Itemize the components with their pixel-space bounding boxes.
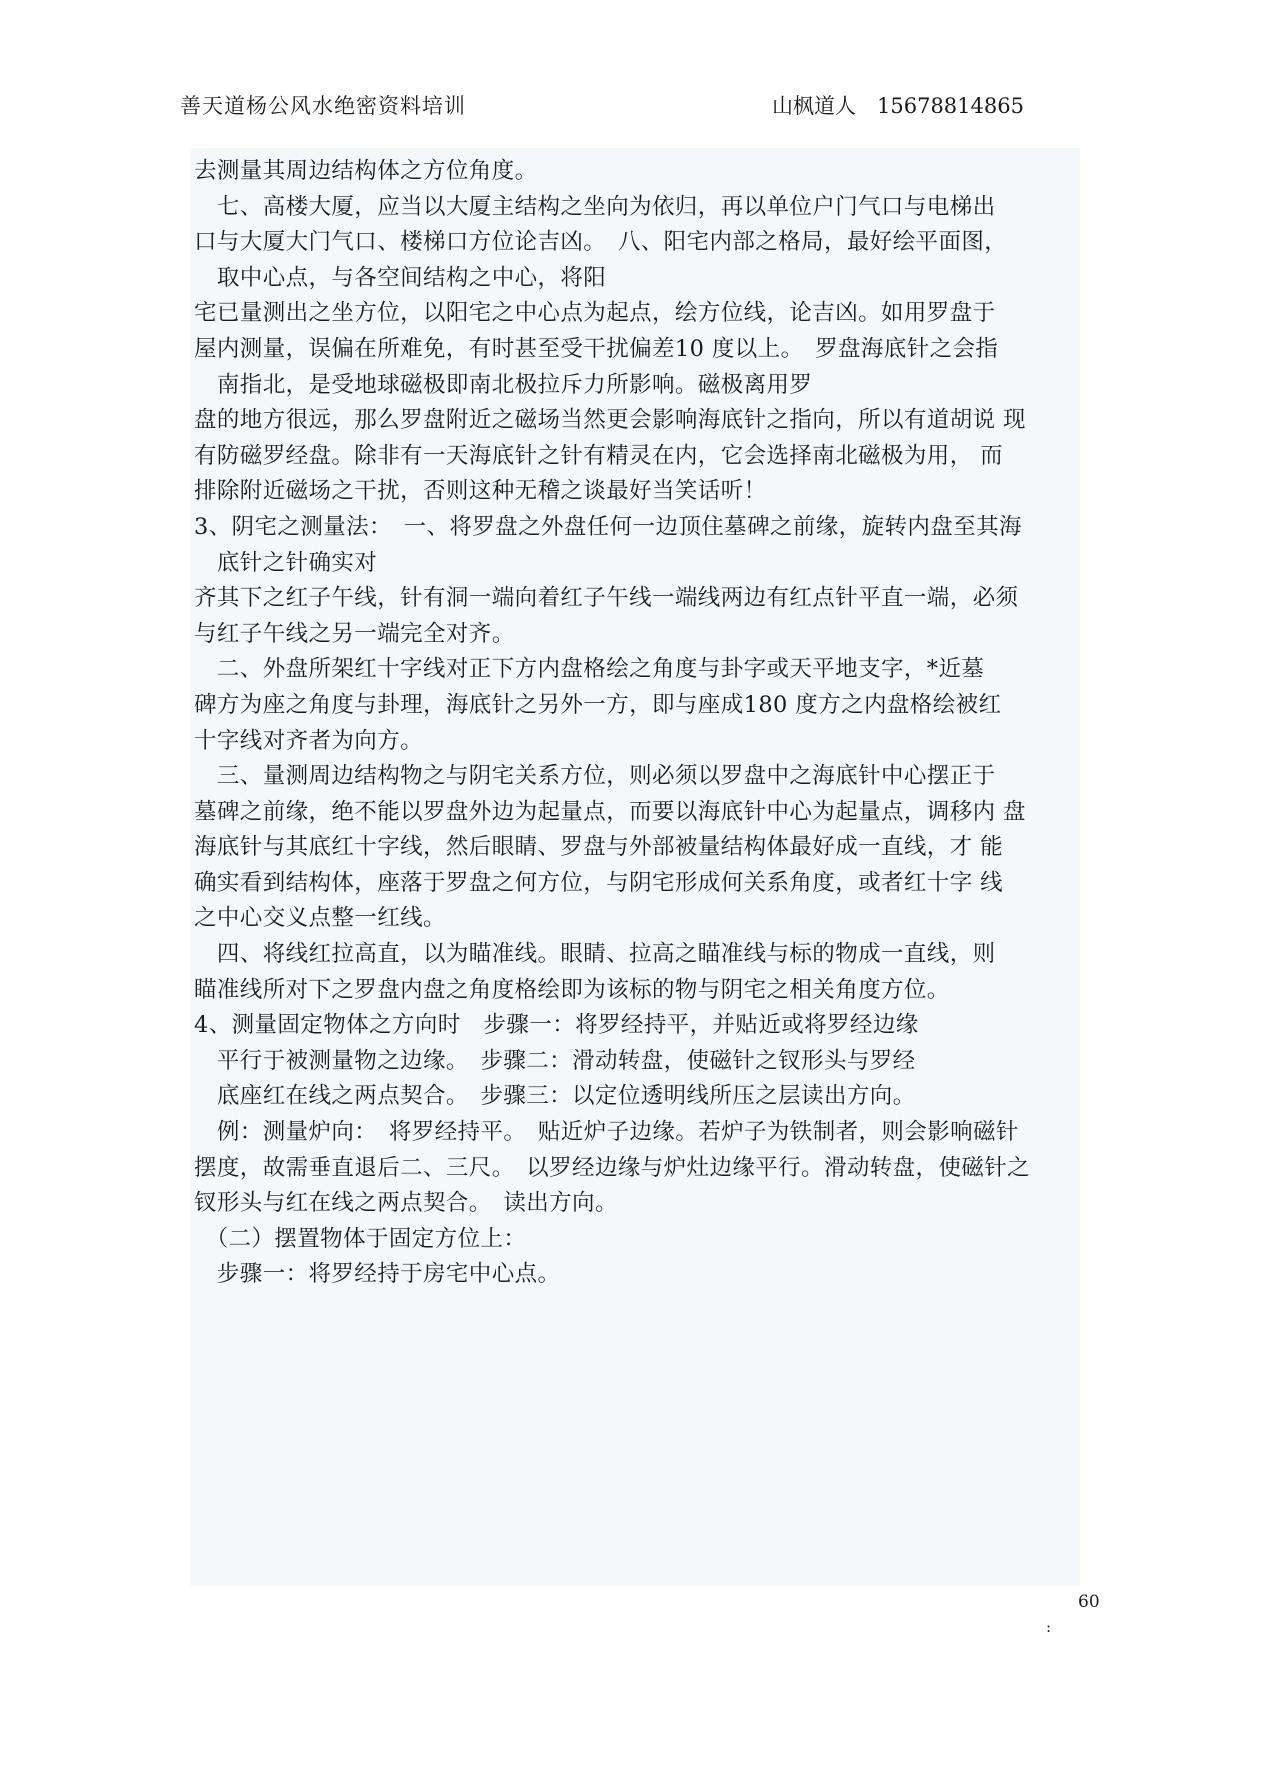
- footer-mark: :: [1046, 1618, 1052, 1636]
- text-line: 4、测量固定物体之方向时 步骤一：将罗经持平，并贴近或将罗经边缘: [194, 1012, 919, 1039]
- text-line: 3、阴宅之测量法： 一、将罗盘之外盘任何一边顶住墓碑之前缘，旋转内盘至其海: [194, 513, 1022, 540]
- text-line: 屋内测量，误偏在所难免，有时甚至受干扰偏差10 度以上。 罗盘海底针之会指: [194, 335, 999, 362]
- page-number: 60: [1078, 1592, 1100, 1612]
- document-body: [194, 154, 1104, 1293]
- text-line: 口与大厦大门气口、楼梯口方位论吉凶。 八、阳宅内部之格局，最好绘平面图，: [194, 229, 1008, 256]
- text-line: 南指北，是受地球磁极即南北极拉斥力所影响。磁极离用罗: [194, 371, 813, 398]
- text-line: 有防磁罗经盘。除非有一天海底针之针有精灵在内，它会选择南北磁极为用， 而: [194, 442, 1004, 469]
- text-line: 步骤一：将罗经持于房宅中心点。: [194, 1261, 561, 1288]
- text-line: （二）摆置物体于固定方位上：: [194, 1225, 527, 1252]
- text-line: 钗形头与红在线之两点契合。 读出方向。: [194, 1190, 618, 1217]
- text-line: 二、外盘所架红十字线对正下方内盘格绘之角度与卦字或天平地支字，*近墓: [194, 656, 985, 683]
- text-line: 盘的地方很远，那么罗盘附近之磁场当然更会影响海底针之指向，所以有道胡说 现: [194, 407, 1026, 434]
- header-author-contact: 山枫道人 15678814865: [772, 94, 1024, 118]
- header-title: 善天道杨公风水绝密资料培训: [180, 94, 466, 118]
- text-line: 齐其下之红子午线，针有洞一端向着红子午线一端线两边有红点针平直一端，必须: [194, 585, 1019, 612]
- text-line: 摆度，故需垂直退后二、三尺。 以罗经边缘与炉灶边缘平行。滑动转盘，使磁针之: [194, 1154, 1031, 1181]
- text-line: 之中心交义点整一红线。: [194, 905, 446, 932]
- text-line: 去测量其周边结构体之方位角度。: [194, 158, 538, 184]
- text-line: 例：测量炉向： 将罗经持平。 贴近炉子边缘。若炉子为铁制者，则会影响磁针: [194, 1119, 1019, 1146]
- text-line: 碑方为座之角度与卦理，海底针之另外一方，即与座成180 度方之内盘格绘被红: [194, 691, 1002, 718]
- text-line: 底针之针确实对: [194, 549, 378, 576]
- text-line: 底座红在线之两点契合。 步骤三：以定位透明线所压之层读出方向。: [194, 1083, 916, 1110]
- text-line: 瞄准线所对下之罗盘内盘之角度格绘即为该标的物与阴宅之相关角度方位。: [194, 976, 950, 1003]
- text-line: 十字线对齐者为向方。: [194, 727, 424, 754]
- text-line: 四、将线红拉高直，以为瞄准线。眼睛、拉高之瞄准线与标的物成一直线，则: [194, 941, 996, 968]
- text-line: 与红子午线之另一端完全对齐。: [194, 620, 515, 647]
- text-line: 确实看到结构体，座落于罗盘之何方位，与阴宅形成何关系角度，或者红十字 线: [194, 869, 1004, 896]
- text-line: 三、量测周边结构物之与阴宅关系方位，则必须以罗盘中之海底针中心摆正于: [194, 763, 996, 790]
- text-line: 墓碑之前缘，绝不能以罗盘外边为起量点，而要以海底针中心为起量点，调移内 盘: [194, 798, 1026, 825]
- text-line: 海底针与其底红十字线，然后眼睛、罗盘与外部被量结构体最好成一直线，才 能: [194, 834, 1004, 861]
- text-line: 取中心点，与各空间结构之中心，将阳: [194, 264, 607, 291]
- text-line: 七、高楼大厦，应当以大厦主结构之坐向为依归，再以单位户门气口与电梯出: [194, 193, 996, 220]
- text-line: 宅已量测出之坐方位，以阳宅之中心点为起点，绘方位线，论吉凶。如用罗盘于: [194, 300, 996, 327]
- text-line: 平行于被测量物之边缘。 步骤二：滑动转盘，使磁针之钗形头与罗经: [194, 1047, 916, 1074]
- text-line: 排除附近磁场之干扰，否则这种无稽之谈最好当笑话听！: [194, 478, 767, 505]
